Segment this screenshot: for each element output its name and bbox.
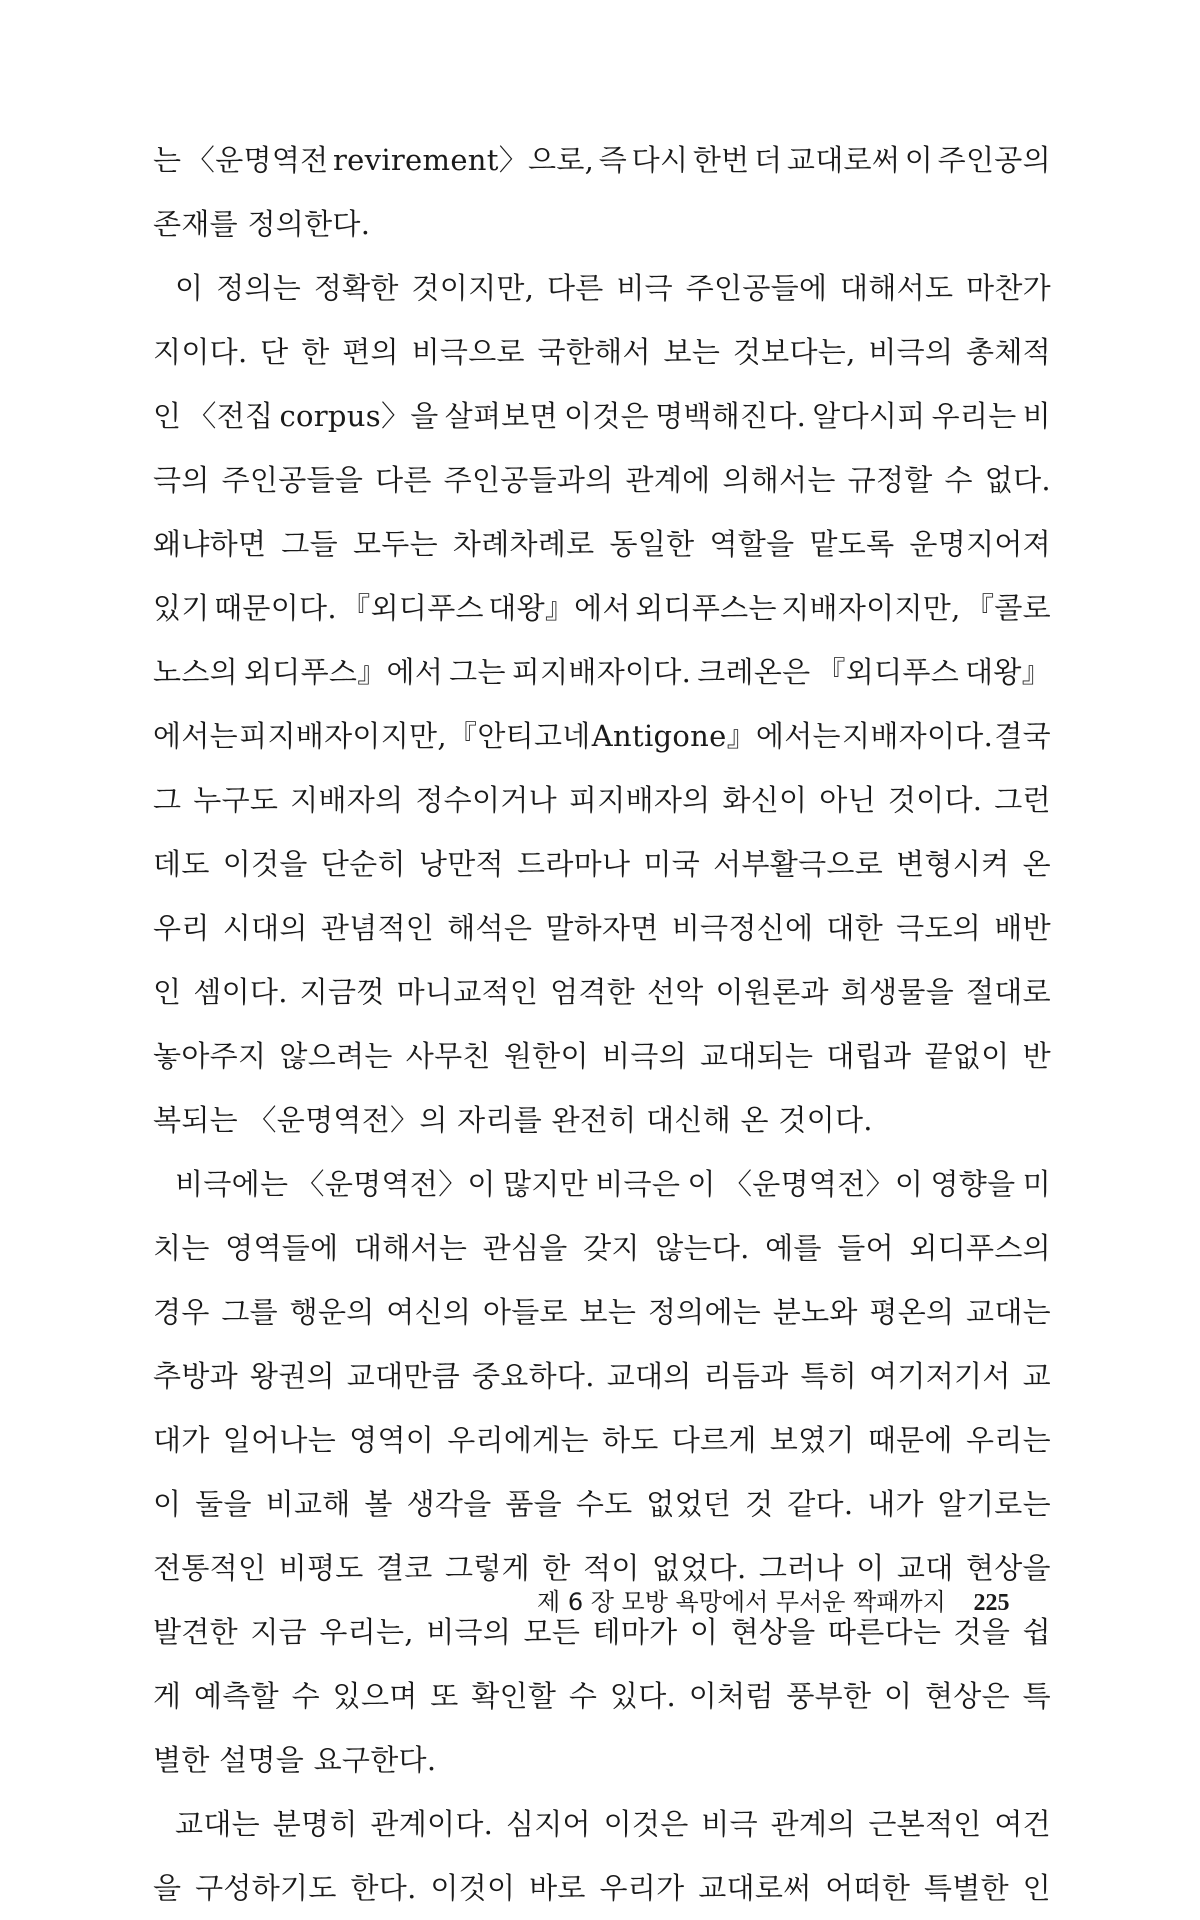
word: 비극정신에: [671, 911, 814, 945]
word: 주인공들을: [221, 463, 364, 497]
word: 다르게: [671, 1423, 757, 1457]
word: 중요하다.: [471, 1359, 595, 1393]
word: 왕권의: [249, 1359, 335, 1393]
word: 이: [883, 1679, 913, 1713]
word: 적이: [583, 1551, 640, 1585]
text-line: [153, 576, 1051, 640]
word: 국한해서: [537, 335, 651, 369]
word: 마찬가: [966, 271, 1051, 305]
word: 화신이: [722, 783, 808, 817]
word: 둘을: [195, 1487, 252, 1521]
text-line: [153, 1024, 1051, 1088]
word: 교대만큼: [346, 1359, 461, 1393]
word: 편의: [342, 335, 399, 369]
word: 게: [153, 1679, 182, 1713]
word: 관심을: [482, 1231, 568, 1265]
word: 없었던: [646, 1487, 732, 1521]
text-line: 별한 설명을 요구한다.: [153, 1743, 437, 1777]
word: 피지배자이다.: [511, 655, 692, 689]
word: 교대는: [175, 1807, 260, 1841]
word: 교대의: [606, 1359, 692, 1393]
word: 대해서도: [840, 271, 954, 305]
word: 특: [1022, 1679, 1051, 1713]
word: Antigone』에서는: [591, 719, 841, 753]
word: 주인공들에: [685, 271, 828, 305]
word: 『외디푸스: [816, 655, 960, 689]
word: 알기로는: [937, 1487, 1051, 1521]
word: 많지만: [502, 1167, 588, 1201]
word: 셈이다.: [193, 975, 288, 1009]
word: 어떠한: [825, 1871, 911, 1905]
word: 것이지만,: [411, 271, 535, 305]
word: 동일한: [609, 527, 695, 561]
word: 명백해진다.: [655, 399, 807, 433]
word: 주인공들과의: [443, 463, 614, 497]
word: 대왕』: [965, 655, 1051, 689]
word: 비극: [616, 271, 673, 305]
word: 것을: [953, 1615, 1011, 1649]
text-line: [153, 1792, 1051, 1856]
word: 데도: [153, 847, 210, 881]
word: 들어: [837, 1231, 894, 1265]
word: 운명지어져: [909, 527, 1051, 561]
word: 한: [542, 1551, 571, 1585]
word: 이: [856, 1551, 885, 1585]
word: 다른: [375, 463, 432, 497]
word: 차례차례로: [452, 527, 595, 561]
word: corpus〉을: [279, 399, 439, 433]
word: 그: [153, 783, 182, 817]
word: 교: [1022, 1359, 1051, 1393]
word: 주인공의: [937, 143, 1051, 177]
word: 역할을: [709, 527, 795, 561]
word: 확인할: [471, 1679, 557, 1713]
word: 때문이다.: [214, 591, 337, 625]
word: 낭만적: [418, 847, 504, 881]
word: 것이다.: [887, 783, 983, 817]
word: 보였기: [769, 1423, 855, 1457]
word: 행운의: [289, 1295, 375, 1329]
word: 에서는: [153, 719, 238, 753]
word: 온: [1022, 847, 1051, 881]
word: 대립과: [826, 1039, 912, 1073]
word: 〈전집: [187, 399, 274, 433]
word: 비극으로: [411, 335, 525, 369]
text-line: [153, 1408, 1051, 1472]
word: 『외디푸스: [341, 591, 484, 625]
text-line: 존재를 정의한다.: [153, 207, 371, 241]
word: 하도: [601, 1423, 659, 1457]
word: 관계이다.: [370, 1807, 494, 1841]
word: 때문에: [867, 1423, 953, 1457]
word: 않는다.: [655, 1231, 750, 1265]
word: 비교해: [265, 1487, 351, 1521]
word: 우리는: [931, 399, 1017, 433]
word: 미국: [643, 847, 701, 881]
word: 끝없이: [924, 1039, 1010, 1073]
word: 알다시피: [812, 399, 926, 433]
word: 사무친: [405, 1039, 491, 1073]
word: 경우: [153, 1295, 210, 1329]
word: 지금껏: [299, 975, 385, 1009]
word: 이: [904, 143, 934, 177]
word: 특히: [800, 1359, 858, 1393]
word: 서부활극으로: [713, 847, 884, 881]
page-footer: [537, 1582, 1009, 1617]
word: 〈운명역전: [185, 143, 329, 177]
word: 한번: [692, 143, 750, 177]
word: 비극: [701, 1807, 758, 1841]
word: 정확한: [313, 271, 399, 305]
text-line: [153, 320, 1051, 384]
word: 관계에: [625, 463, 711, 497]
word: 정의에는: [647, 1295, 762, 1329]
word: 정의는: [216, 271, 302, 305]
word: 인: [153, 975, 182, 1009]
word: 현상은: [924, 1679, 1010, 1713]
word: 바로: [529, 1871, 586, 1905]
text-line: [153, 1216, 1051, 1280]
text-line: [153, 128, 1051, 192]
word: 희생물을: [840, 975, 955, 1009]
word: 피지배자이지만,: [239, 719, 447, 753]
word: 또: [430, 1679, 459, 1713]
word: 이: [175, 271, 204, 305]
word: 평온의: [869, 1295, 955, 1329]
word: 우리는,: [319, 1615, 414, 1649]
word: 여건: [994, 1807, 1051, 1841]
word: 시대의: [222, 911, 308, 945]
word: 구성하기도: [195, 1871, 337, 1905]
word: 이것이: [430, 1871, 516, 1905]
word: 피지배자의: [568, 783, 711, 817]
text-line: [153, 1664, 1051, 1728]
word: 지금: [250, 1615, 307, 1649]
word: 모든: [523, 1615, 581, 1649]
word: 현상을: [730, 1615, 816, 1649]
word: 우리: [153, 911, 210, 945]
word: 대한: [826, 911, 884, 945]
word: 이것을: [222, 847, 308, 881]
word: 분노와: [772, 1295, 858, 1329]
word: 비극의: [426, 1615, 512, 1649]
word: 지배자이다.: [842, 719, 994, 753]
word: 심지어: [505, 1807, 591, 1841]
word: 것: [745, 1487, 774, 1521]
word: 이: [689, 1615, 719, 1649]
word: 치는: [153, 1231, 210, 1265]
text-line: [153, 1344, 1051, 1408]
word: 대왕』에서: [488, 591, 631, 625]
word: 변형시켜: [896, 847, 1010, 881]
text-line: 복되는 〈운명역전〉의 자리를 완전히 대신해 온 것이다.: [153, 1103, 873, 1137]
word: 볼: [364, 1487, 393, 1521]
word: 지배자의: [290, 783, 404, 817]
word: 우리는: [965, 1423, 1051, 1457]
word: 추방과: [153, 1359, 238, 1393]
text-line: [153, 1152, 1051, 1216]
word: 정수이거나: [415, 783, 557, 817]
word: 없었다.: [652, 1551, 747, 1585]
word: 비극에는: [175, 1167, 289, 1201]
text-line: [153, 1472, 1051, 1536]
word: 배반: [994, 911, 1051, 945]
text-line: [153, 960, 1051, 1024]
word: 선악: [646, 975, 704, 1009]
word: 여신의: [386, 1295, 472, 1329]
word: 그런: [994, 783, 1051, 817]
word: 마니교적인: [396, 975, 539, 1009]
word: 지배자이지만,: [781, 591, 961, 625]
word: 관계의: [770, 1807, 856, 1841]
word: 관념적인: [320, 911, 435, 945]
word: 드라마나: [517, 847, 631, 881]
word: 분명히: [272, 1807, 358, 1841]
word: 수: [291, 1679, 320, 1713]
word: 내가: [867, 1487, 924, 1521]
word: 수: [944, 463, 973, 497]
word: 수: [568, 1679, 598, 1713]
word: 비극은: [595, 1167, 681, 1201]
word: 인: [153, 399, 182, 433]
word: 아닌: [819, 783, 876, 817]
word: 는: [153, 143, 182, 177]
word: 크레온은: [697, 655, 811, 689]
word: 이처럼: [688, 1679, 774, 1713]
word: 의해서는: [722, 463, 836, 497]
word: 한: [301, 335, 330, 369]
running-title: 제 6 장 모방 욕망에서 무서운 짝패까지: [537, 1588, 946, 1616]
word: 『콜로: [965, 591, 1051, 625]
word: 우리에게는: [447, 1423, 589, 1457]
word: 예를: [765, 1231, 822, 1265]
word: 〈운명역전〉이: [723, 1167, 924, 1201]
word: 그는: [449, 655, 506, 689]
word: 있기: [153, 591, 210, 625]
word: 쉽: [1022, 1615, 1051, 1649]
word: 단: [260, 335, 289, 369]
word: 따른다는: [827, 1615, 942, 1649]
word: 지이다.: [153, 335, 248, 369]
word: 총체적: [966, 335, 1051, 369]
text-line: [153, 1280, 1051, 1344]
word: 예측할: [194, 1679, 279, 1713]
word: 것보다는,: [732, 335, 856, 369]
word: 교대: [896, 1551, 954, 1585]
word: 우리가: [599, 1871, 685, 1905]
word: 그렇게: [444, 1551, 530, 1585]
text-line: [153, 704, 1051, 768]
word: 다시: [631, 143, 689, 177]
word: 아들로: [482, 1295, 568, 1329]
word: 교대되는: [700, 1039, 814, 1073]
word: 말하자면: [545, 911, 659, 945]
word: 전통적인: [153, 1551, 267, 1585]
word: 살펴보면: [444, 399, 558, 433]
word: 이것은: [603, 1807, 689, 1841]
word: 같다.: [787, 1487, 854, 1521]
word: 여기저기서: [869, 1359, 1011, 1393]
word: 이것은: [564, 399, 649, 433]
word: 규정할: [847, 463, 933, 497]
word: revirement〉으로,: [333, 143, 595, 177]
word: 놓아주지: [153, 1039, 267, 1073]
word: 교대는: [966, 1295, 1051, 1329]
word: 을: [153, 1871, 182, 1905]
word: 단순히: [320, 847, 406, 881]
word: 이: [153, 1487, 182, 1521]
word: 즉: [598, 143, 628, 177]
word: 인: [1022, 1871, 1051, 1905]
word: 엄격한: [550, 975, 636, 1009]
word: 대가: [153, 1423, 210, 1457]
word: 일어나는: [222, 1423, 337, 1457]
word: 누구도: [193, 783, 279, 817]
word: 그들: [281, 527, 338, 561]
body-text: [153, 128, 1051, 1920]
word: 특별한: [923, 1871, 1009, 1905]
word: 갖지: [583, 1231, 640, 1265]
word: 외디푸스의: [909, 1231, 1051, 1265]
word: 원한이: [503, 1039, 589, 1073]
text-line: [153, 512, 1051, 576]
word: 보는: [579, 1295, 637, 1329]
text-line: [153, 896, 1051, 960]
word: 그러나: [758, 1551, 844, 1585]
word: 맡도록: [809, 527, 895, 561]
word: 외디푸스는: [635, 591, 777, 625]
word: 비극의: [868, 335, 954, 369]
text-line: [153, 1856, 1051, 1920]
word: 비: [1022, 399, 1051, 433]
word: 있다.: [609, 1679, 677, 1713]
word: 외디푸스』에서: [243, 655, 444, 689]
word: 교대로써: [698, 1871, 812, 1905]
word: 절대로: [965, 975, 1051, 1009]
word: 이원론과: [715, 975, 829, 1009]
page-number: 225: [973, 1590, 1010, 1616]
word: 발견한: [153, 1615, 238, 1649]
text-line: [153, 384, 1051, 448]
text-line: [153, 256, 1051, 320]
word: 영역들에: [225, 1231, 339, 1265]
word: 있으며: [332, 1679, 418, 1713]
word: 영역이: [349, 1423, 435, 1457]
word: 이: [687, 1167, 716, 1201]
word: 생각을: [406, 1487, 492, 1521]
word: 테마가: [592, 1615, 678, 1649]
word: 리듬과: [703, 1359, 789, 1393]
word: 극도의: [896, 911, 982, 945]
word: 노스의: [153, 655, 238, 689]
word: 품을: [505, 1487, 562, 1521]
word: 비평도: [278, 1551, 364, 1585]
word: 한다.: [350, 1871, 417, 1905]
word: 교대로써: [786, 143, 901, 177]
text-line: [153, 640, 1051, 704]
word: 대해서는: [353, 1231, 468, 1265]
word: 반: [1022, 1039, 1051, 1073]
word: 없다.: [984, 463, 1051, 497]
word: 극의: [153, 463, 210, 497]
word: 왜냐하면: [153, 527, 267, 561]
word: 다른: [546, 271, 604, 305]
word: 『안티고네: [448, 719, 591, 753]
word: 모두는: [352, 527, 438, 561]
word: 비극의: [601, 1039, 687, 1073]
word: 않으려는: [279, 1039, 393, 1073]
word: 풍부한: [786, 1679, 872, 1713]
word: 그를: [221, 1295, 278, 1329]
word: 보는: [663, 335, 721, 369]
word: 결국: [994, 719, 1051, 753]
word: 영향을: [930, 1167, 1016, 1201]
word: 근본적인: [868, 1807, 982, 1841]
word: 현상을: [965, 1551, 1051, 1585]
word: 더: [754, 143, 783, 177]
word: 해석은: [447, 911, 533, 945]
word: 미: [1022, 1167, 1051, 1201]
word: 〈운명역전〉이: [295, 1167, 496, 1201]
text-line: [153, 448, 1051, 512]
word: 결코: [375, 1551, 433, 1585]
text-line: [153, 768, 1051, 832]
text-line: [153, 832, 1051, 896]
word: 수도: [575, 1487, 633, 1521]
